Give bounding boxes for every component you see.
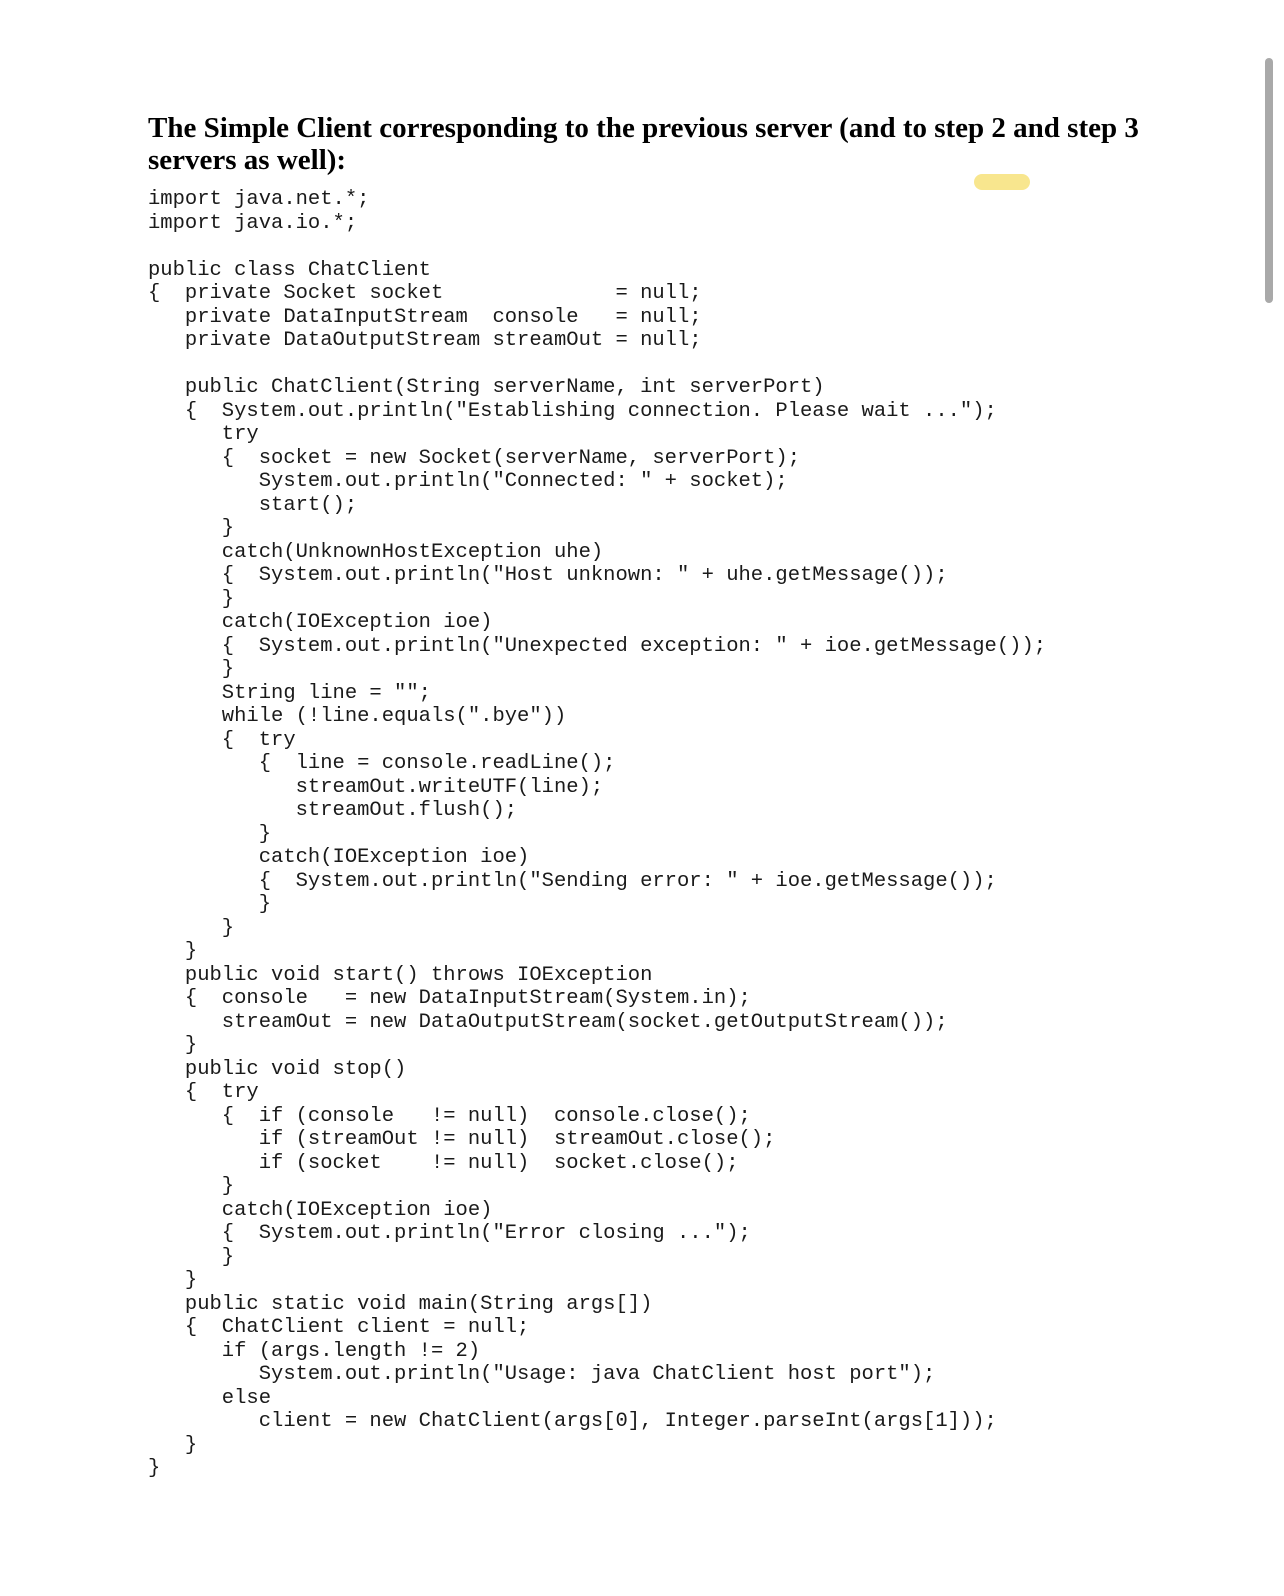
java-code-block: [148, 188, 1046, 1481]
code-line: }: [148, 587, 235, 611]
code-line: String line = "";: [148, 681, 431, 705]
code-line: { try: [148, 1081, 259, 1104]
code-line: }: [148, 916, 235, 940]
code-line: System.out.println("Connected: " + socket);: [148, 470, 788, 493]
code-line: catch(IOException ioe): [148, 846, 530, 869]
code-line: else: [148, 1386, 272, 1410]
scrollbar-thumb[interactable]: [1265, 58, 1273, 303]
code-line: [148, 235, 1046, 259]
code-line: catch(IOException ioe): [148, 1198, 493, 1222]
code-line: { System.out.println("Establishing connection. Please wait ...");: [148, 399, 997, 423]
code-line: streamOut.writeUTF(line);: [148, 775, 604, 799]
code-line: catch(IOException ioe): [148, 611, 493, 634]
code-line: private DataOutputStream streamOut = null;: [148, 329, 702, 352]
code-line: private DataInputStream console = null;: [148, 305, 702, 329]
code-line: { System.out.println("Error closing ...");: [148, 1222, 751, 1245]
code-line: }: [148, 1175, 235, 1198]
vertical-scrollbar[interactable]: [1262, 40, 1274, 1560]
code-line: { try: [148, 728, 296, 752]
code-line: [148, 353, 1046, 377]
code-line: public void start() throws IOException: [148, 963, 653, 987]
code-line: while (!line.equals(".bye")): [148, 705, 567, 728]
code-line: }: [148, 1245, 235, 1269]
code-line: streamOut.flush();: [148, 799, 518, 822]
code-line: if (args.length != 2): [148, 1339, 481, 1363]
code-line: }: [148, 1034, 198, 1057]
code-line: streamOut = new DataOutputStream(socket.getOutputStream());: [148, 1010, 948, 1034]
code-line: { System.out.println("Host unknown: " + uhe.getMessage());: [148, 564, 948, 587]
code-line: public ChatClient(String serverName, int serverPort): [148, 376, 825, 399]
code-line: import java.net.*;: [148, 188, 370, 211]
code-line: { private Socket socket = null;: [148, 282, 702, 305]
code-line: { line = console.readLine();: [148, 752, 616, 775]
code-line: try: [148, 423, 259, 446]
code-line: import java.io.*;: [148, 211, 358, 235]
code-line: public void stop(): [148, 1057, 407, 1081]
code-line: if (streamOut != null) streamOut.close();: [148, 1128, 776, 1151]
code-line: if (socket != null) socket.close();: [148, 1151, 739, 1175]
code-line: public class ChatClient: [148, 258, 431, 282]
code-line: { if (console != null) console.close();: [148, 1104, 751, 1128]
code-line: catch(UnknownHostException uhe): [148, 540, 604, 564]
document-heading: The Simple Client corresponding to the previous server (and to step 2 and step 3 servers as well):: [148, 112, 1139, 176]
code-line: }: [148, 1269, 198, 1292]
code-line: start();: [148, 493, 358, 517]
code-line: client = new ChatClient(args[0], Integer.parseInt(args[1]));: [148, 1410, 997, 1433]
code-line: { console = new DataInputStream(System.in);: [148, 987, 751, 1010]
code-line: }: [148, 893, 272, 916]
code-line: System.out.println("Usage: java ChatClient host port");: [148, 1363, 936, 1386]
code-line: }: [148, 1457, 161, 1480]
code-line: }: [148, 940, 198, 963]
code-line: public static void main(String args[]): [148, 1292, 653, 1316]
code-line: }: [148, 658, 235, 681]
code-line: }: [148, 517, 235, 540]
code-line: }: [148, 822, 272, 846]
code-line: }: [148, 1433, 198, 1457]
code-line: { System.out.println("Unexpected exception: " + ioe.getMessage());: [148, 634, 1047, 658]
code-line: { socket = new Socket(serverName, serverPort);: [148, 446, 801, 470]
code-line: { ChatClient client = null;: [148, 1316, 530, 1339]
code-line: { System.out.println("Sending error: " + ioe.getMessage());: [148, 869, 997, 893]
